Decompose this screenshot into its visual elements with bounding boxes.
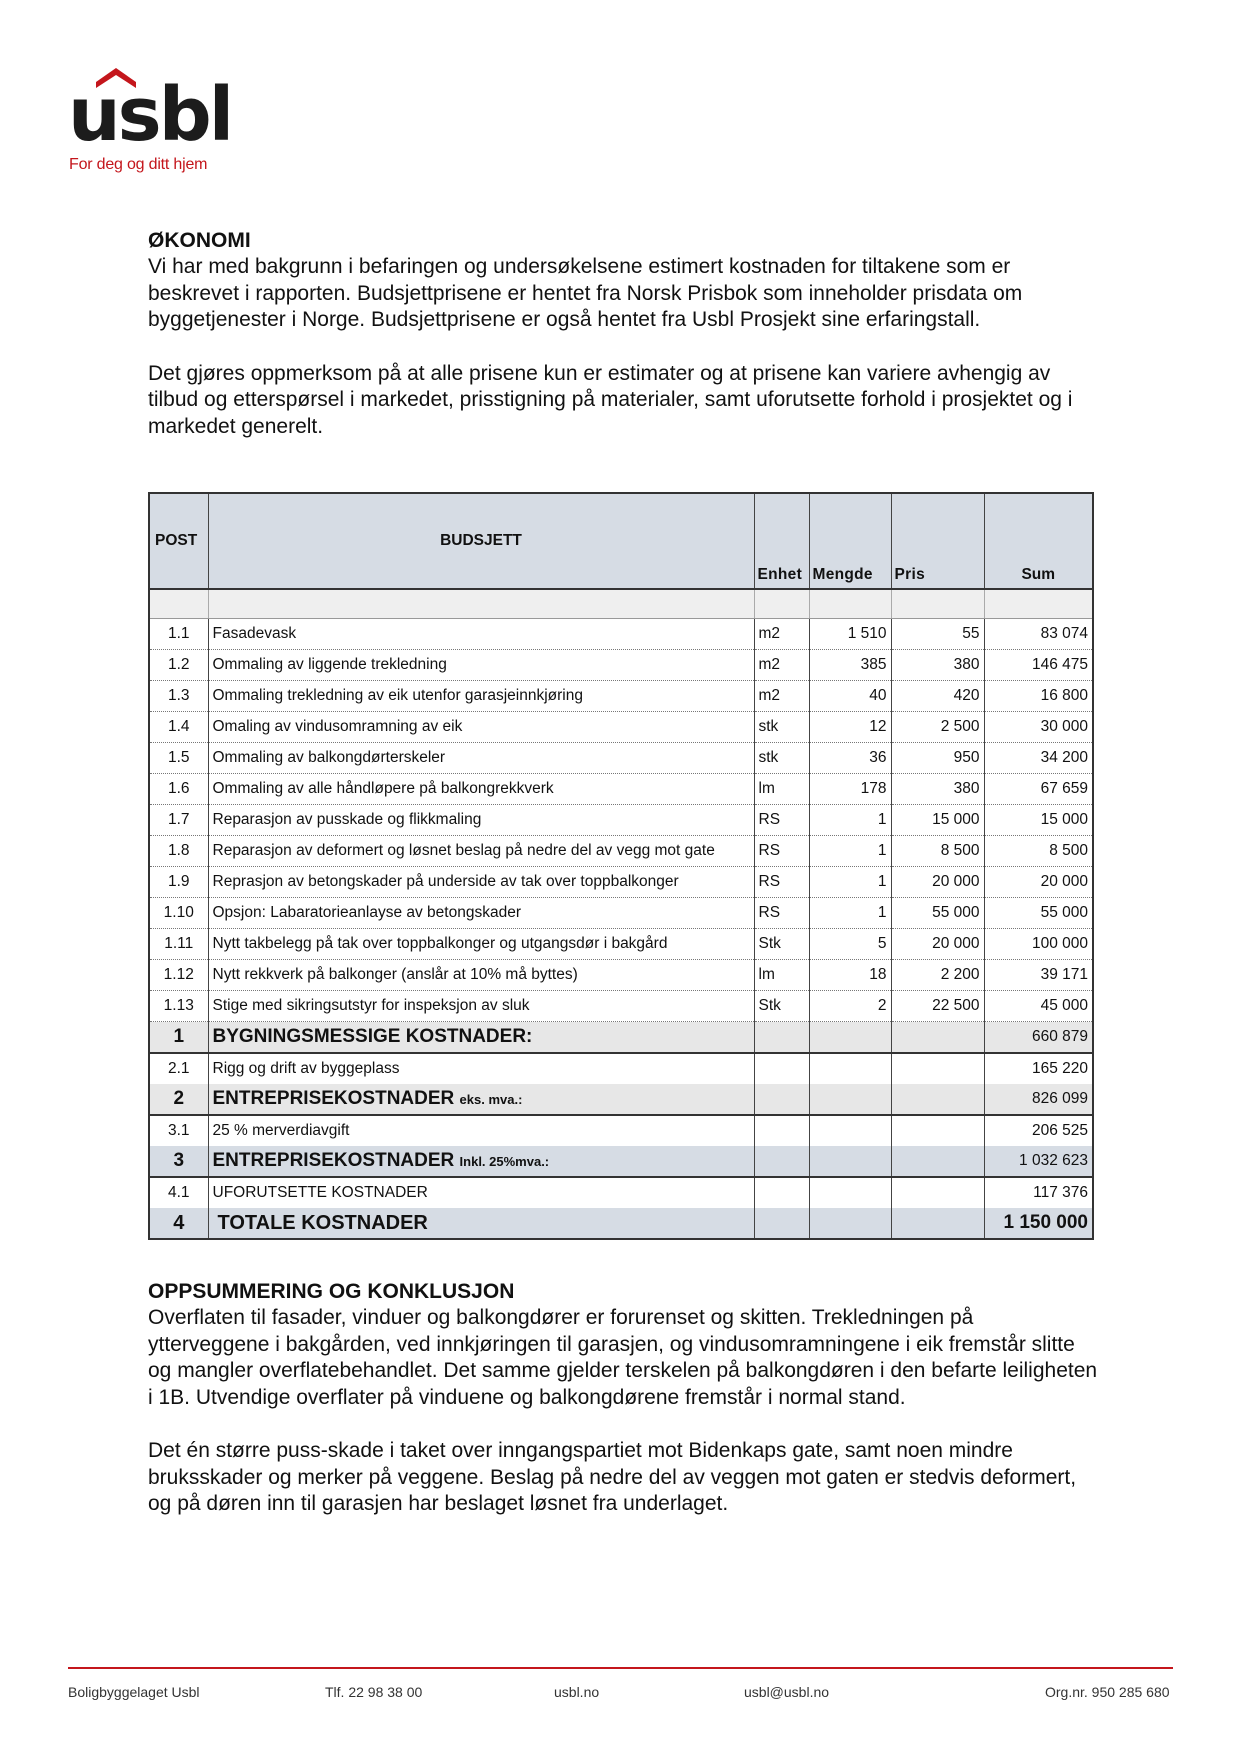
usbl-logo bbox=[68, 68, 238, 178]
cell-unit: lm bbox=[754, 774, 809, 805]
table-row bbox=[149, 898, 1093, 929]
subtotal-sum: 660 879 bbox=[984, 1022, 1093, 1054]
cell-qty: 1 bbox=[809, 836, 891, 867]
grand-total-sum: 1 150 000 bbox=[984, 1208, 1093, 1239]
cell-desc: Fasadevask bbox=[208, 619, 754, 650]
summary-section bbox=[148, 1279, 1098, 1518]
cell-sum: 67 659 bbox=[984, 774, 1093, 805]
cell-unit: RS bbox=[754, 867, 809, 898]
cell-desc: Nytt takbelegg på tak over toppbalkonger og utgangsdør i bakgård bbox=[208, 929, 754, 960]
cell-price: 8 500 bbox=[891, 836, 984, 867]
cell-price: 20 000 bbox=[891, 867, 984, 898]
footer-org-number: Org.nr. 950 285 680 bbox=[1045, 1684, 1170, 1700]
table-row bbox=[149, 805, 1093, 836]
cell-sum: 117 376 bbox=[984, 1177, 1093, 1208]
cell-post: 1.5 bbox=[149, 743, 208, 774]
cell-sum: 20 000 bbox=[984, 867, 1093, 898]
footer-web-link[interactable]: usbl.no bbox=[554, 1684, 600, 1700]
cell-sum: 34 200 bbox=[984, 743, 1093, 774]
cell-price: 380 bbox=[891, 650, 984, 681]
cell-unit: Stk bbox=[754, 929, 809, 960]
summary-paragraph-1: Overflaten til fasader, vinduer og balkongdører er forurenset og skitten. Trekledningen på ytterveggene i bakgården, ved innkjøringen til garasjen, og vindusomramningene i eik fremstår slitte og mangler overflatebehandlet. Det samme gjelder terskelen på balkongdøren i den befarte leiligheten i 1B. Utvendige overflater på vinduene og balkongdørene fremstår i normal stand. bbox=[148, 1306, 1098, 1409]
grand-total-row bbox=[149, 1208, 1093, 1239]
header-mengde: Mengde bbox=[809, 493, 891, 589]
cell-sum: 39 171 bbox=[984, 960, 1093, 991]
cell-qty: 40 bbox=[809, 681, 891, 712]
cell-desc: Rigg og drift av byggeplass bbox=[208, 1053, 754, 1084]
economy-paragraph-2: Det gjøres oppmerksom på at alle prisene kun er estimater og at prisene kan variere avhengig av tilbud og etterspørsel i markedet, prisstigning på materialer, samt uforutsette forhold i prosjektet og i markedet generelt. bbox=[148, 361, 1073, 438]
cell-price: 22 500 bbox=[891, 991, 984, 1022]
cell-post: 1.3 bbox=[149, 681, 208, 712]
subtotal-label bbox=[208, 1146, 754, 1177]
cell-post: 1.7 bbox=[149, 805, 208, 836]
table-row bbox=[149, 619, 1093, 650]
subtotal-label-suffix: Inkl. 25%mva.: bbox=[459, 1154, 550, 1169]
header-sum: Sum bbox=[984, 493, 1093, 589]
cell-post: 1.10 bbox=[149, 898, 208, 929]
cell-price: 2 200 bbox=[891, 960, 984, 991]
header-budsjett: BUDSJETT bbox=[208, 493, 754, 589]
footer-company: Boligbyggelaget Usbl bbox=[68, 1684, 200, 1700]
table-row bbox=[149, 1053, 1093, 1084]
header-post: POST bbox=[149, 493, 208, 589]
cell-qty: 1 bbox=[809, 805, 891, 836]
cell-post: 1.11 bbox=[149, 929, 208, 960]
economy-paragraph-1: Vi har med bakgrunn i befaringen og undersøkelsene estimert kostnaden for tiltakene som er beskrevet i rapporten. Budsjettprisene er hentet fra Norsk Prisbok som inneholder prisdata om byggetjenester i Norge. Budsjettprisene er også hentet fra Usbl Prosjekt sine erfaringstall. bbox=[148, 255, 1023, 331]
cell-desc: UFORUTSETTE KOSTNADER bbox=[208, 1177, 754, 1208]
cell-post: 3.1 bbox=[149, 1115, 208, 1146]
cell-qty: 178 bbox=[809, 774, 891, 805]
subtotal-label-main: ENTREPRISEKOSTNADER bbox=[212, 1088, 455, 1109]
cell-sum: 30 000 bbox=[984, 712, 1093, 743]
cell-post: 4 bbox=[149, 1208, 208, 1239]
table-row bbox=[149, 650, 1093, 681]
cell-price: 380 bbox=[891, 774, 984, 805]
cell-desc: Omaling av vindusomramning av eik bbox=[208, 712, 754, 743]
grand-total-label: TOTALE KOSTNADER bbox=[208, 1208, 754, 1239]
table-row bbox=[149, 929, 1093, 960]
cell-price: 15 000 bbox=[891, 805, 984, 836]
cell-post: 1.1 bbox=[149, 619, 208, 650]
summary-heading: OPPSUMMERING OG KONKLUSJON bbox=[148, 1280, 515, 1303]
cell-qty: 12 bbox=[809, 712, 891, 743]
cell-sum: 8 500 bbox=[984, 836, 1093, 867]
cell-unit: lm bbox=[754, 960, 809, 991]
subtotal-row-2 bbox=[149, 1084, 1093, 1115]
cell-post: 1.6 bbox=[149, 774, 208, 805]
footer-email-link[interactable]: usbl@usbl.no bbox=[744, 1684, 830, 1700]
cell-desc: Opsjon: Labaratorieanlayse av betongskader bbox=[208, 898, 754, 929]
cell-desc: Ommaling av balkongdørterskeler bbox=[208, 743, 754, 774]
cell-unit: RS bbox=[754, 898, 809, 929]
table-row bbox=[149, 867, 1093, 898]
cell-post: 1 bbox=[149, 1022, 208, 1054]
cell-sum: 16 800 bbox=[984, 681, 1093, 712]
subtotal-label: BYGNINGSMESSIGE KOSTNADER: bbox=[208, 1022, 754, 1054]
table-row bbox=[149, 712, 1093, 743]
header-pris: Pris bbox=[891, 493, 984, 589]
cell-price: 55 000 bbox=[891, 898, 984, 929]
header-enhet: Enhet bbox=[754, 493, 809, 589]
cell-post: 3 bbox=[149, 1146, 208, 1177]
subtotal-row-1 bbox=[149, 1022, 1093, 1054]
cell-qty: 18 bbox=[809, 960, 891, 991]
cell-sum: 100 000 bbox=[984, 929, 1093, 960]
table-row bbox=[149, 1177, 1093, 1208]
cell-unit: Stk bbox=[754, 991, 809, 1022]
economy-section bbox=[148, 228, 1098, 440]
economy-heading: ØKONOMI bbox=[148, 229, 251, 252]
budget-table bbox=[148, 492, 1094, 1240]
cell-desc: Reparasjon av deformert og løsnet beslag på nedre del av vegg mot gate bbox=[208, 836, 754, 867]
cell-desc: Ommaling av alle håndløpere på balkongrekkverk bbox=[208, 774, 754, 805]
cell-qty: 385 bbox=[809, 650, 891, 681]
cell-unit: RS bbox=[754, 805, 809, 836]
cell-post: 1.2 bbox=[149, 650, 208, 681]
footer-divider bbox=[68, 1667, 1173, 1669]
cell-post: 1.9 bbox=[149, 867, 208, 898]
cell-unit: m2 bbox=[754, 681, 809, 712]
cell-price: 20 000 bbox=[891, 929, 984, 960]
cell-sum: 55 000 bbox=[984, 898, 1093, 929]
cell-unit: m2 bbox=[754, 619, 809, 650]
table-row bbox=[149, 836, 1093, 867]
cell-desc: Nytt rekkverk på balkonger (anslår at 10% må byttes) bbox=[208, 960, 754, 991]
cell-post: 1.13 bbox=[149, 991, 208, 1022]
table-row bbox=[149, 1115, 1093, 1146]
table-row bbox=[149, 774, 1093, 805]
subtotal-sum: 1 032 623 bbox=[984, 1146, 1093, 1177]
cell-price: 55 bbox=[891, 619, 984, 650]
cell-qty: 1 510 bbox=[809, 619, 891, 650]
subtotal-label-main: ENTREPRISEKOSTNADER bbox=[212, 1150, 455, 1171]
cell-sum: 146 475 bbox=[984, 650, 1093, 681]
cell-sum: 165 220 bbox=[984, 1053, 1093, 1084]
cell-sum: 45 000 bbox=[984, 991, 1093, 1022]
cell-unit: RS bbox=[754, 836, 809, 867]
cell-sum: 206 525 bbox=[984, 1115, 1093, 1146]
table-spacer-row bbox=[149, 589, 1093, 619]
budget-header-row bbox=[149, 493, 1093, 589]
cell-unit: m2 bbox=[754, 650, 809, 681]
cell-unit: stk bbox=[754, 712, 809, 743]
table-row bbox=[149, 681, 1093, 712]
cell-qty: 36 bbox=[809, 743, 891, 774]
subtotal-label bbox=[208, 1084, 754, 1115]
cell-post: 4.1 bbox=[149, 1177, 208, 1208]
table-row bbox=[149, 960, 1093, 991]
subtotal-sum: 826 099 bbox=[984, 1084, 1093, 1115]
cell-post: 1.12 bbox=[149, 960, 208, 991]
table-row bbox=[149, 743, 1093, 774]
cell-post: 2.1 bbox=[149, 1053, 208, 1084]
cell-price: 2 500 bbox=[891, 712, 984, 743]
cell-qty: 1 bbox=[809, 898, 891, 929]
logo-tagline: For deg og ditt hjem bbox=[69, 156, 208, 173]
cell-post: 2 bbox=[149, 1084, 208, 1115]
cell-qty: 1 bbox=[809, 867, 891, 898]
cell-post: 1.8 bbox=[149, 836, 208, 867]
cell-desc: Stige med sikringsutstyr for inspeksjon av sluk bbox=[208, 991, 754, 1022]
summary-paragraph-2: Det én større puss-skade i taket over inngangspartiet mot Bidenkaps gate, samt noen mindre bruksskader og merker på veggene. Beslag på nedre del av veggen mot gaten er stedvis deformert, og på døren inn til garasjen har beslaget løsnet fra underlaget. bbox=[148, 1439, 1077, 1515]
cell-qty: 2 bbox=[809, 991, 891, 1022]
table-row bbox=[149, 991, 1093, 1022]
logo-wordmark: usbl bbox=[68, 72, 232, 158]
subtotal-label-suffix: eks. mva.: bbox=[459, 1092, 523, 1107]
cell-desc: 25 % merverdiavgift bbox=[208, 1115, 754, 1146]
cell-unit: stk bbox=[754, 743, 809, 774]
cell-price: 950 bbox=[891, 743, 984, 774]
cell-sum: 83 074 bbox=[984, 619, 1093, 650]
cell-desc: Ommaling av liggende trekledning bbox=[208, 650, 754, 681]
cell-desc: Reparasjon av pusskade og flikkmaling bbox=[208, 805, 754, 836]
subtotal-row-3 bbox=[149, 1146, 1093, 1177]
cell-sum: 15 000 bbox=[984, 805, 1093, 836]
cell-qty: 5 bbox=[809, 929, 891, 960]
footer-phone: Tlf. 22 98 38 00 bbox=[325, 1684, 423, 1700]
cell-desc: Ommaling trekledning av eik utenfor garasjeinnkjøring bbox=[208, 681, 754, 712]
cell-post: 1.4 bbox=[149, 712, 208, 743]
cell-desc: Reprasjon av betongskader på underside av tak over toppbalkonger bbox=[208, 867, 754, 898]
cell-price: 420 bbox=[891, 681, 984, 712]
